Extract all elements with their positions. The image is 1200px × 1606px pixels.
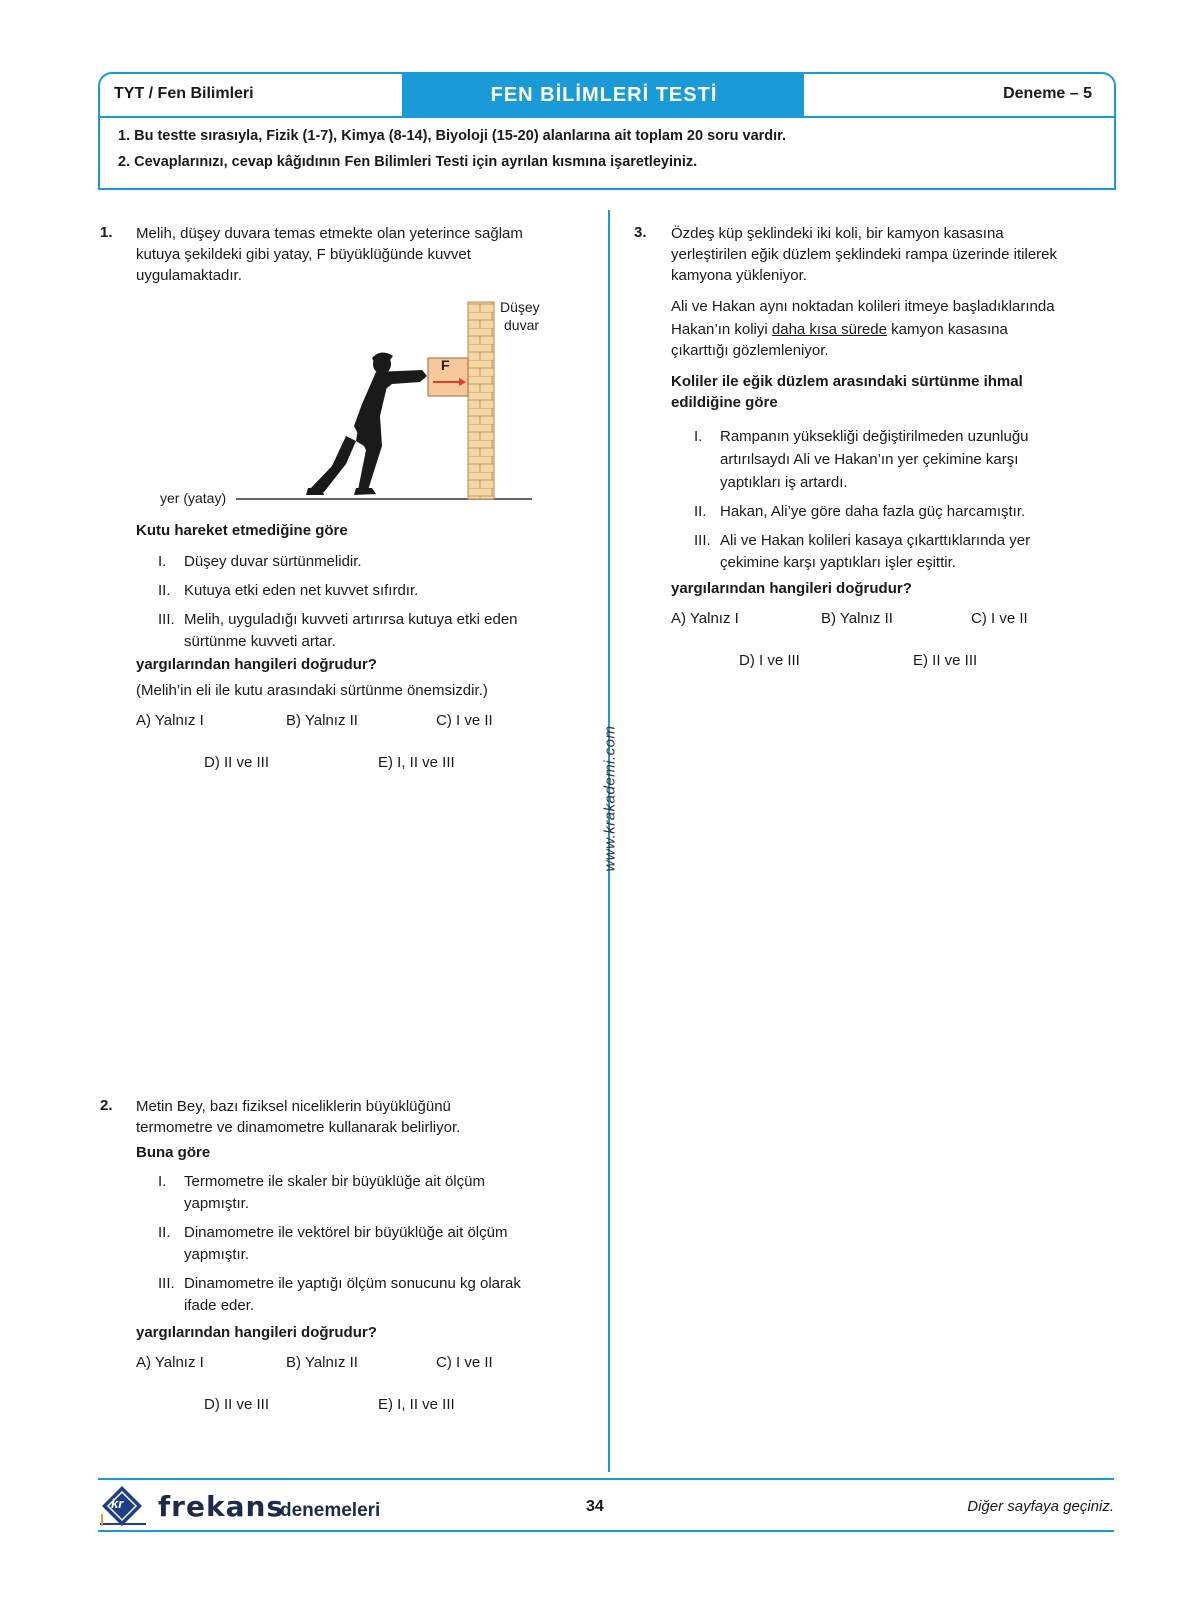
q2-option-b[interactable]: B) Yalnız II (286, 1354, 358, 1371)
ground-label: yer (yatay) (160, 490, 227, 506)
q2-statement: yapmıştır. (184, 1195, 250, 1212)
q1-statement: sürtünme kuvveti artar. (184, 633, 336, 650)
q3-text-line: Özdeş küp şeklindeki iki koli, bir kamyon kasasına (671, 225, 1004, 242)
q3-option-d[interactable]: D) I ve III (739, 652, 800, 669)
website-watermark: www.krakademi.com (601, 725, 619, 872)
q2-statement: ifade eder. (184, 1297, 255, 1314)
q3-option-e[interactable]: E) II ve III (913, 652, 978, 669)
q3-lead: Koliler ile eğik düzlem arasındaki sürtünme ihmal (671, 373, 1023, 390)
q2-statement: Termometre ile skaler bir büyüklüğe ait ölçüm (184, 1173, 485, 1190)
header-box (98, 72, 1114, 188)
q2-roman: I. (158, 1173, 167, 1190)
q3-option-c[interactable]: C) I ve II (971, 610, 1028, 627)
q3-paragraph-line: çıkarttığı gözlemleniyor. (671, 342, 829, 359)
footer-bottom-line (98, 1530, 1114, 1532)
force-label: F (441, 357, 450, 373)
q2-option-d[interactable]: D) II ve III (204, 1396, 270, 1413)
kr-logo-icon (98, 1484, 150, 1528)
header-subject: TYT / Fen Bilimleri (114, 85, 254, 102)
q1-option-b[interactable]: B) Yalnız II (286, 712, 358, 729)
wall-label: Düşey (500, 299, 540, 315)
q2-option-a[interactable]: A) Yalnız I (136, 1354, 204, 1371)
q2-lead: Buna göre (136, 1144, 211, 1161)
q1-option-a[interactable]: A) Yalnız I (136, 712, 204, 729)
q3-paragraph-line (671, 319, 1008, 340)
header-title-row (98, 72, 1114, 118)
q3-lead: edildiğine göre (671, 394, 778, 411)
logo-name: frekans (158, 1490, 285, 1523)
q2-statement: Dinamometre ile vektörel bir büyüklüğe ait ölçüm (184, 1224, 508, 1241)
q1-roman: I. (158, 553, 167, 570)
q2-text-line: termometre ve dinamometre kullanarak belirliyor. (136, 1119, 461, 1136)
q1-statement: Düşey duvar sürtünmelidir. (184, 553, 362, 570)
next-page-note: Diğer sayfaya geçiniz. (967, 1498, 1114, 1515)
q2-option-c[interactable]: C) I ve II (436, 1354, 493, 1371)
q2-statement: yapmıştır. (184, 1246, 250, 1263)
q2-option-e[interactable]: E) I, II ve III (378, 1396, 455, 1413)
q3-question: yargılarından hangileri doğrudur? (671, 580, 912, 597)
q1-option-c[interactable]: C) I ve II (436, 712, 493, 729)
q1-note: (Melih’in eli ile kutu arasındaki sürtünme önemsizdir.) (136, 682, 488, 699)
header-test-title: FEN BİLİMLERİ TESTİ (404, 72, 804, 116)
q3-text-line: yerleştirilen eğik düzlem şeklindeki rampa üzerinde itilerek (671, 246, 1058, 263)
q3-option-b[interactable]: B) Yalnız II (821, 610, 893, 627)
q3-roman: II. (694, 503, 707, 520)
q1-text-line: uygulamaktadır. (136, 267, 242, 284)
q2-number: 2. (100, 1097, 113, 1114)
q1-text-line: kutuya şekildeki gibi yatay, F büyüklüğünde kuvvet (136, 246, 471, 263)
q2-text-line: Metin Bey, bazı fiziksel niceliklerin büyüklüğünü (136, 1098, 451, 1115)
brick-wall (468, 302, 494, 499)
q2-question: yargılarından hangileri doğrudur? (136, 1324, 377, 1341)
q3-paragraph-line: Ali ve Hakan aynı noktadan kolileri itmeye başladıklarında (671, 298, 1055, 315)
q3-roman: III. (694, 532, 711, 549)
logo-subtitle: denemeleri (280, 1500, 381, 1521)
q1-figure (150, 296, 550, 506)
q3-statement: Ali ve Hakan kolileri kasaya çıkarttıklarında yer (720, 532, 1031, 549)
q3-statement: Rampanın yüksekliği değiştirilmeden uzunluğu (720, 428, 1029, 445)
header-exam-number: Deneme – 5 (1003, 85, 1092, 102)
q3-text-line: kamyona yükleniyor. (671, 267, 807, 284)
q1-lead: Kutu hareket etmediğine göre (136, 522, 348, 539)
q2-roman: II. (158, 1224, 171, 1241)
q3-roman: I. (694, 428, 703, 445)
q3-statement: çekimine karşı yaptıkları işler eşittir. (720, 554, 956, 571)
footer-top-line (98, 1478, 1114, 1480)
q3-text-segment: Hakan’ın koliyi (671, 321, 772, 338)
q1-option-d[interactable]: D) II ve III (204, 754, 270, 771)
q1-option-e[interactable]: E) I, II ve III (378, 754, 455, 771)
q3-number: 3. (634, 224, 647, 241)
q1-number: 1. (100, 224, 113, 241)
page-number: 34 (586, 1498, 604, 1515)
q3-underlined-text: daha kısa sürede (771, 321, 887, 338)
instruction-1: 1. Bu testte sırasıyla, Fizik (1-7), Kimya (8-14), Biyoloji (15-20) alanlarına ait toplam 20 soru vardır. (118, 128, 787, 144)
q2-statement: Dinamometre ile yaptığı ölçüm sonucunu kg olarak (184, 1275, 521, 1292)
q3-option-a[interactable]: A) Yalnız I (671, 610, 739, 627)
q3-statement: yaptıkları iş artardı. (720, 474, 848, 491)
q1-statement: Melih, uyguladığı kuvveti artırırsa kutuya etki eden (184, 611, 518, 628)
q2-roman: III. (158, 1275, 175, 1292)
q1-text-line: Melih, düşey duvara temas etmekte olan yeterince sağlam (136, 225, 523, 242)
logo-badge-text: kr (111, 1496, 124, 1511)
q1-roman: II. (158, 582, 171, 599)
q1-statement: Kutuya etki eden net kuvvet sıfırdır. (184, 582, 419, 599)
header-divider (802, 72, 804, 116)
q3-statement: Hakan, Ali’ye göre daha fazla güç harcamıştır. (720, 503, 1026, 520)
q3-statement: artırılsaydı Ali ve Hakan’ın yer çekimine karşı (720, 451, 1019, 468)
q1-question: yargılarından hangileri doğrudur? (136, 656, 377, 673)
wall-label: duvar (504, 317, 540, 333)
q1-roman: III. (158, 611, 175, 628)
person-silhouette (306, 352, 427, 495)
instruction-2: 2. Cevaplarınızı, cevap kâğıdının Fen Bilimleri Testi için ayrılan kısmına işaretleyiniz. (118, 154, 698, 170)
q3-text-segment: kamyon kasasına (886, 321, 1008, 338)
